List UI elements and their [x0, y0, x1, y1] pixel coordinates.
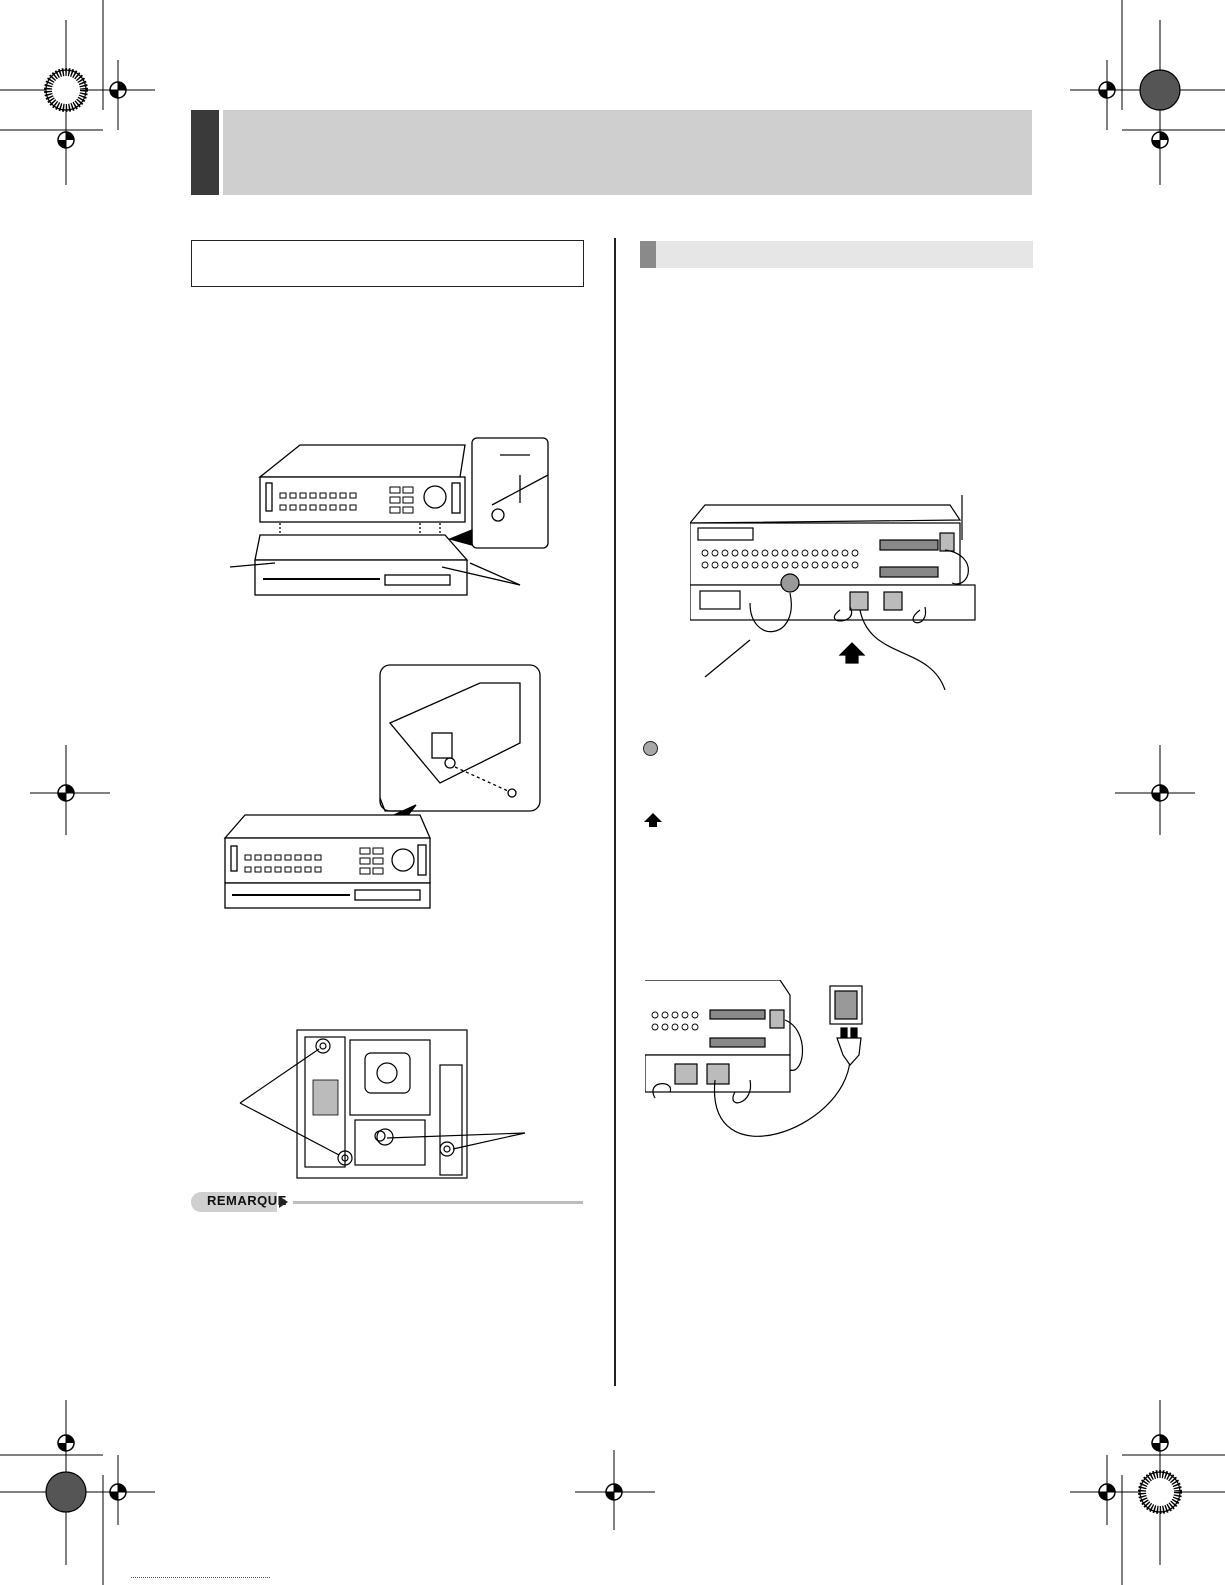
- up-arrow-icon: [643, 812, 663, 828]
- note-arrow-icon: [279, 1196, 288, 1208]
- column-divider: [614, 238, 616, 1386]
- ground-marker-icon: [643, 741, 658, 756]
- figure-mount-recorder: [230, 435, 560, 610]
- figure-rear-connection: [690, 495, 990, 690]
- section-heading-tab: [640, 241, 656, 268]
- note-label: REMARQUE: [207, 1193, 287, 1208]
- boxed-heading: [191, 240, 584, 287]
- section-heading-bar: [656, 241, 1033, 268]
- figure-power-outlet: [645, 980, 875, 1160]
- figure-screw-detail: [220, 663, 545, 928]
- footer-link-rule: [131, 1576, 270, 1578]
- note-rule: [293, 1201, 583, 1204]
- figure-top-view: [235, 1025, 530, 1180]
- header-accent-bar: [191, 110, 219, 195]
- header-title-bar: [223, 110, 1032, 195]
